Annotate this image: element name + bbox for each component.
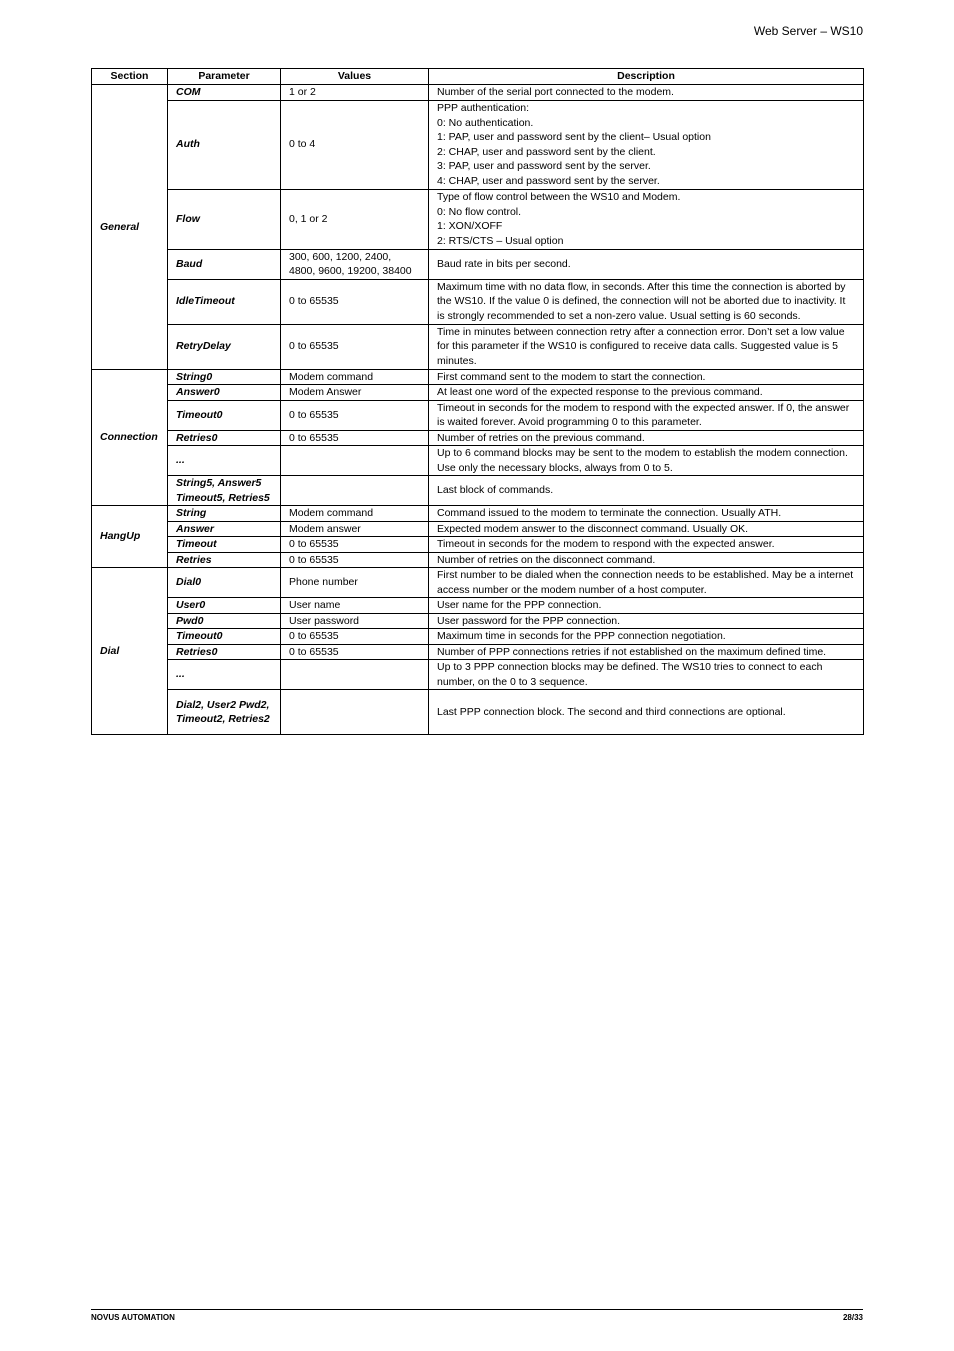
parameter-cell: ... [168,660,281,690]
description-line: PPP authentication: [437,102,530,114]
values-cell: 0 to 65535 [281,430,429,446]
parameter-cell: Retries0 [168,644,281,660]
description-line: Type of flow control between the WS10 and Modem. [437,191,681,203]
table-row [92,521,864,537]
description-line: Number of PPP connections retries if not established on the maximum defined time. [437,645,827,658]
parameter-cell: Auth [168,100,281,189]
description-cell [429,324,864,369]
description-cell [429,430,864,446]
description-cell [429,400,864,430]
footer-page-number: 28/33 [842,1313,863,1322]
description-cell [429,476,864,506]
table-body [92,85,864,735]
description-cell [429,279,864,324]
values-cell: 0 to 65535 [281,324,429,369]
description-line: At least one word of the expected response to the previous command. [437,386,763,398]
parameter-cell: Pwd0 [168,613,281,629]
parameter-cell: String0 [168,369,281,385]
parameter-cell: Dial0 [168,568,281,598]
description-line: Number of retries on the disconnect command. [437,553,656,566]
description-cell [429,189,864,249]
values-cell: Modem command [281,369,429,385]
values-cell [281,446,429,476]
values-cell [281,690,429,735]
table-row [92,613,864,629]
values-cell: 0 to 65535 [281,629,429,645]
table-row [92,660,864,690]
parameter-cell: ... [168,446,281,476]
column-header-section: Section [92,69,168,85]
column-header-description: Description [429,69,864,85]
values-cell: 0 to 65535 [281,279,429,324]
parameter-cell: IdleTimeout [168,279,281,324]
description-line: Up to 3 PPP connection blocks may be defined. The WS10 tries to connect to each number, on the 0 to 3 sequence. [437,661,823,688]
description-cell [429,537,864,553]
description-line: 2: CHAP, user and password sent by the client. [437,145,656,158]
values-cell: Modem Answer [281,385,429,401]
description-cell [429,249,864,279]
description-cell [429,100,864,189]
table-row [92,644,864,660]
parameter-cell: Retries0 [168,430,281,446]
values-cell: 0 to 65535 [281,537,429,553]
parameter-cell: Retries [168,552,281,568]
description-line: 1: XON/XOFF [437,220,503,232]
table-row [92,568,864,598]
values-cell: 0 to 4 [281,100,429,189]
description-line: Baud rate in bits per second. [437,257,571,270]
table-row [92,476,864,506]
description-line: User name for the PPP connection. [437,599,602,611]
table-row [92,430,864,446]
values-cell [281,660,429,690]
description-line: User password for the PPP connection. [437,614,621,627]
values-cell: User password [281,613,429,629]
parameter-cell: Answer [168,521,281,537]
table-row [92,400,864,430]
description-line: Timeout in seconds for the modem to respond with the expected answer. If 0, the answer is waited forever. Avoid programming 0 to this parameter. [437,401,850,428]
values-cell: 0 to 65535 [281,400,429,430]
table-row [92,249,864,279]
parameter-cell: Timeout [168,537,281,553]
parameter-cell: String5, Answer5 Timeout5, Retries5 [168,476,281,506]
description-cell [429,629,864,645]
description-cell [429,506,864,522]
parameter-cell: RetryDelay [168,324,281,369]
section-cell: Dial [92,568,168,735]
description-line: Up to 6 command blocks may be sent to the modem to establish the modem connection. Use only the necessary blocks, always from 0 to 5. [437,447,848,474]
table-row [92,369,864,385]
table-row [92,85,864,101]
table-row [92,690,864,735]
table-row [92,279,864,324]
table-row [92,324,864,369]
description-cell [429,385,864,401]
description-line: 3: PAP, user and password sent by the server. [437,160,651,172]
description-line: Number of retries on the previous command. [437,431,645,444]
description-line: Command issued to the modem to terminate the connection. Usually ATH. [437,507,782,519]
description-cell [429,598,864,614]
parameter-cell: Baud [168,249,281,279]
parameter-cell: Timeout0 [168,629,281,645]
description-cell [429,613,864,629]
description-line: 4: CHAP, user and password sent by the server. [437,174,660,187]
description-cell [429,690,864,735]
description-cell [429,85,864,101]
parameter-cell: Timeout0 [168,400,281,430]
table-row [92,537,864,553]
description-line: 0: No authentication. [437,116,534,129]
parameters-table [91,68,864,735]
description-line: First number to be dialed when the connection needs to be established. May be a internet access number or the modem number of a host computer. [437,569,854,596]
footer-divider [91,1309,863,1310]
description-cell [429,446,864,476]
section-cell: HangUp [92,506,168,568]
values-cell: Modem command [281,506,429,522]
column-header-values: Values [281,69,429,85]
footer-company: NOVUS AUTOMATION [91,1313,175,1322]
description-line: Last block of commands. [437,484,554,497]
parameter-cell: COM [168,85,281,101]
table-row [92,552,864,568]
parameter-cell: User0 [168,598,281,614]
table-header-row [92,69,864,85]
description-line: Number of the serial port connected to the modem. [437,86,674,98]
section-cell: Connection [92,369,168,506]
description-cell [429,369,864,385]
table-row [92,189,864,249]
description-line: Last PPP connection block. The second and third connections are optional. [437,705,786,718]
description-line: Time in minutes between connection retry after a connection error. Don’t set a low value for this parameter if the WS10 is configured to receive data calls. Suggested value is 5 minutes. [437,325,845,367]
parameter-cell: String [168,506,281,522]
section-cell: General [92,85,168,370]
values-cell: 0 to 65535 [281,644,429,660]
parameter-cell: Answer0 [168,385,281,401]
table-row [92,506,864,522]
values-cell: Phone number [281,568,429,598]
parameter-cell: Flow [168,189,281,249]
table-row [92,629,864,645]
values-cell: 0, 1 or 2 [281,189,429,249]
description-cell [429,644,864,660]
values-cell: 1 or 2 [281,85,429,101]
values-cell: 300, 600, 1200, 2400, 4800, 9600, 19200, 38400 [281,249,429,279]
description-line: 1: PAP, user and password sent by the client– Usual option [437,131,711,143]
table-row [92,598,864,614]
description-cell [429,552,864,568]
description-cell [429,568,864,598]
description-cell [429,660,864,690]
table-row [92,100,864,189]
description-line: 2: RTS/CTS – Usual option [437,234,564,247]
description-line: Maximum time with no data flow, in seconds. After this time the connection is aborted by the WS10. If the value 0 is defined, the connection will not be aborted due to inactivity. It is strongly recommended to set a non-zero value. Usual setting is 60 seconds. [437,280,846,322]
description-cell [429,521,864,537]
table-row [92,385,864,401]
description-line: Expected modem answer to the disconnect command. Usually OK. [437,522,749,535]
description-line: 0: No flow control. [437,205,522,218]
values-cell: Modem answer [281,521,429,537]
page-header-title: Web Server – WS10 [753,24,863,38]
table-row [92,446,864,476]
column-header-parameter: Parameter [168,69,281,85]
description-line: First command sent to the modem to start the connection. [437,370,706,383]
values-cell: User name [281,598,429,614]
values-cell [281,476,429,506]
description-line: Timeout in seconds for the modem to respond with the expected answer. [437,538,775,550]
values-cell: 0 to 65535 [281,552,429,568]
parameter-cell: Dial2, User2 Pwd2, Timeout2, Retries2 [168,690,281,735]
description-line: Maximum time in seconds for the PPP connection negotiation. [437,630,726,642]
